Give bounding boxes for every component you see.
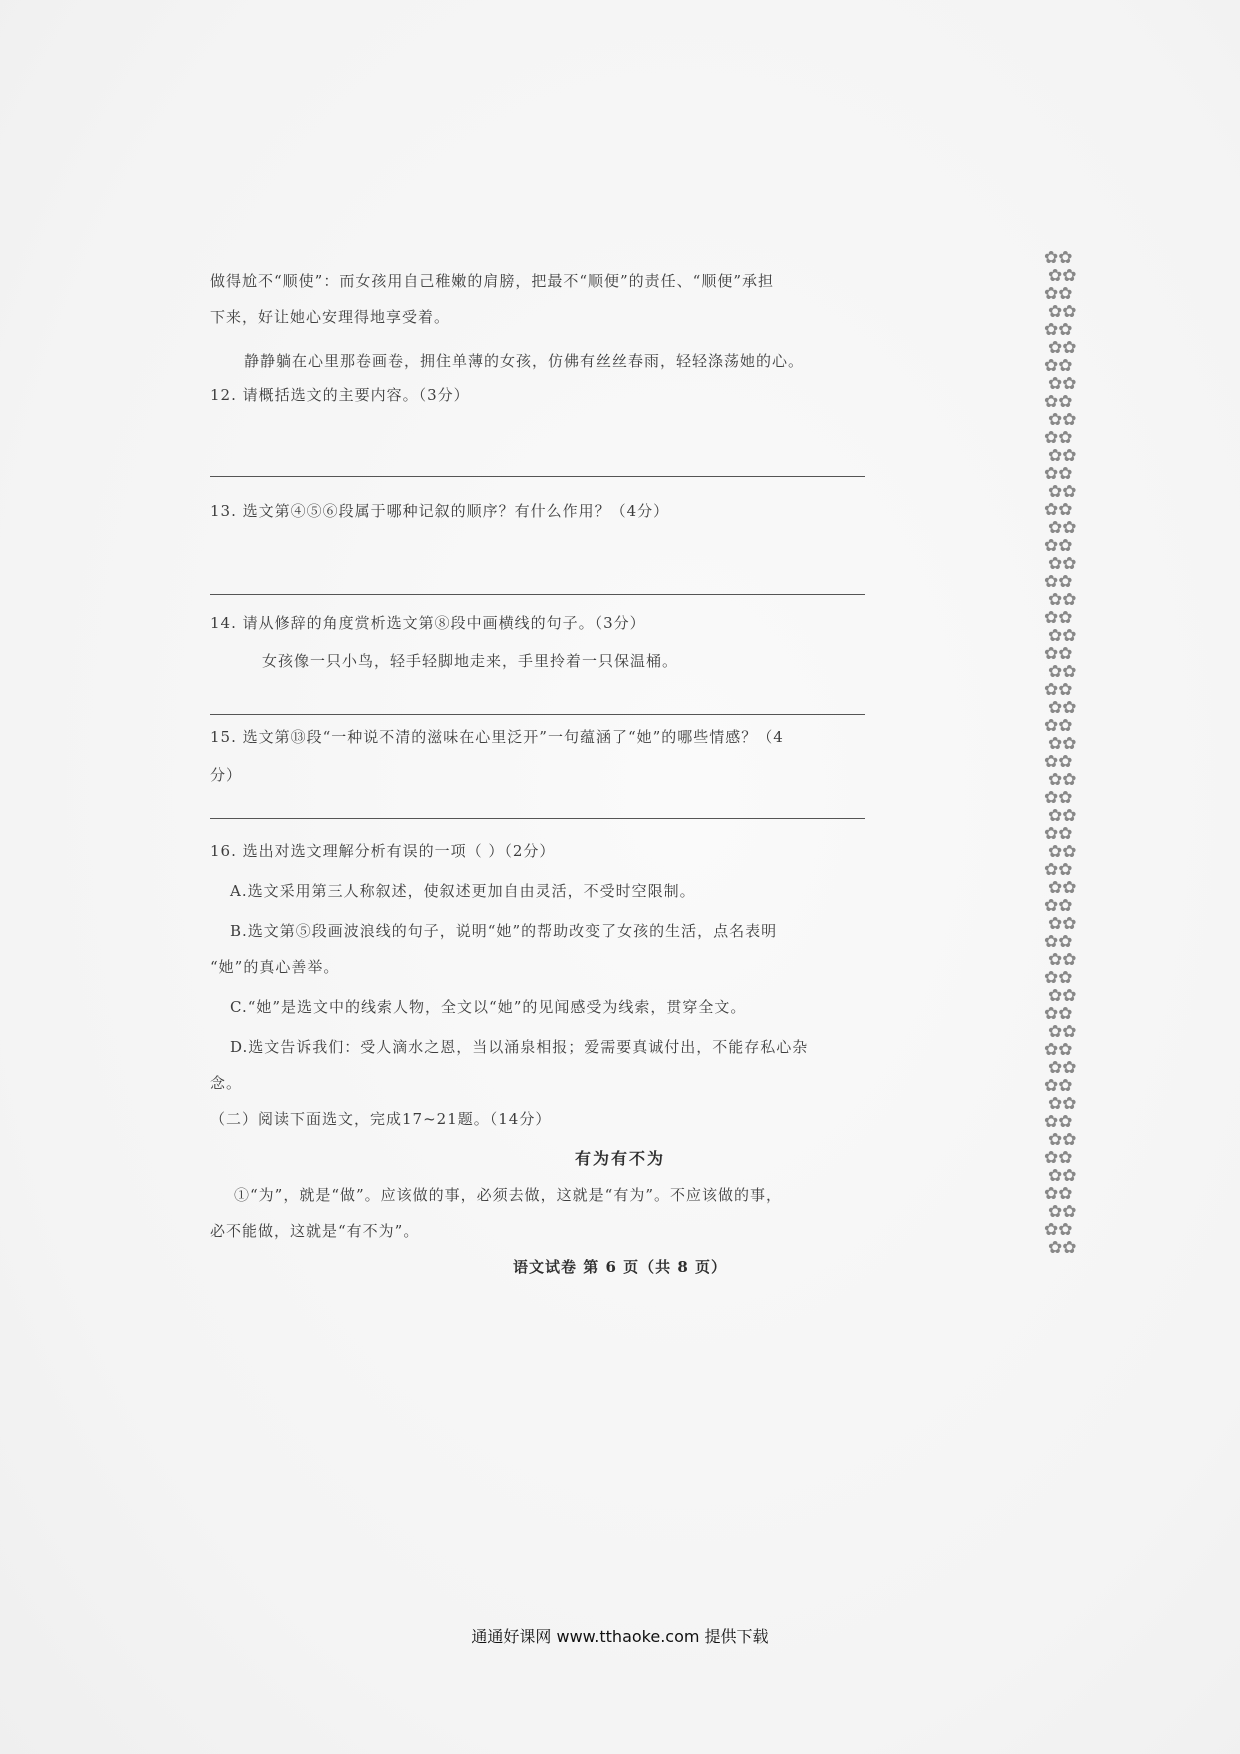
binding-flower-icon: ✿✿ [1048, 1202, 1077, 1222]
binding-flower-icon: ✿✿ [1048, 842, 1077, 862]
binding-flower-icon: ✿✿ [1048, 446, 1077, 466]
question-15-line-2: 分） [210, 766, 243, 784]
binding-flower-icon: ✿✿ [1044, 536, 1073, 556]
question-16: 16. 选出对选文理解分析有误的一项（ ）（2分） [210, 842, 556, 860]
binding-flower-icon: ✿✿ [1044, 716, 1073, 736]
binding-flower-icon: ✿✿ [1048, 374, 1077, 394]
answer-line-13 [210, 594, 865, 595]
question-12: 12. 请概括选文的主要内容。（3分） [210, 386, 470, 404]
binding-flower-icon: ✿✿ [1044, 932, 1073, 952]
option-b-line-2: “她”的真心善举。 [210, 958, 340, 976]
binding-flower-icon: ✿✿ [1048, 554, 1077, 574]
section-2-heading: （二）阅读下面选文，完成17~21题。（14分） [210, 1110, 552, 1128]
binding-flower-icon: ✿✿ [1044, 500, 1073, 520]
binding-flower-icon: ✿✿ [1048, 590, 1077, 610]
page-number: 语文试卷 第 6 页（共 8 页） [513, 1258, 727, 1276]
binding-flower-icon: ✿✿ [1044, 608, 1073, 628]
binding-flower-icon: ✿✿ [1048, 1022, 1077, 1042]
binding-flower-icon: ✿✿ [1044, 752, 1073, 772]
binding-flower-icon: ✿✿ [1044, 680, 1073, 700]
binding-flower-icon: ✿✿ [1048, 698, 1077, 718]
binding-flower-icon: ✿✿ [1044, 968, 1073, 988]
binding-flower-icon: ✿✿ [1048, 986, 1077, 1006]
binding-flower-icon: ✿✿ [1044, 356, 1073, 376]
binding-flower-icon: ✿✿ [1044, 1076, 1073, 1096]
binding-flower-icon: ✿✿ [1044, 1184, 1073, 1204]
binding-flower-icon: ✿✿ [1048, 1058, 1077, 1078]
binding-flower-icon: ✿✿ [1048, 950, 1077, 970]
binding-flower-icon: ✿✿ [1048, 626, 1077, 646]
question-14-quote: 女孩像一只小鸟，轻手轻脚地走来，手里拎着一只保温桶。 [262, 652, 679, 670]
binding-flower-icon: ✿✿ [1048, 770, 1077, 790]
binding-flower-icon: ✿✿ [1048, 1130, 1077, 1150]
binding-flower-icon: ✿✿ [1044, 1112, 1073, 1132]
option-a: A.选文采用第三人称叙述，使叙述更加自由灵活，不受时空限制。 [230, 882, 696, 900]
binding-flower-icon: ✿✿ [1048, 302, 1077, 322]
binding-margin-pattern [1044, 248, 1076, 1260]
binding-flower-icon: ✿✿ [1044, 464, 1073, 484]
option-d-line-2: 念。 [210, 1074, 243, 1092]
passage-line-1: 做得尬不“顺使”：而女孩用自己稚嫩的肩膀，把最不“顺便”的责任、“顺便”承担 [210, 272, 775, 290]
binding-flower-icon: ✿✿ [1044, 248, 1073, 268]
binding-flower-icon: ✿✿ [1044, 1220, 1073, 1240]
answer-line-15 [210, 818, 865, 819]
answer-line-12 [210, 476, 865, 477]
binding-flower-icon: ✿✿ [1044, 860, 1073, 880]
binding-flower-icon: ✿✿ [1048, 1166, 1077, 1186]
option-d-line-1: D.选文告诉我们：受人滴水之恩，当以涌泉相报；爱需要真诚付出，不能存私心杂 [230, 1038, 809, 1056]
article-title: 有为有不为 [574, 1149, 665, 1168]
binding-flower-icon: ✿✿ [1048, 518, 1077, 538]
binding-flower-icon: ✿✿ [1044, 320, 1073, 340]
binding-flower-icon: ✿✿ [1048, 662, 1077, 682]
question-15-line-1: 15. 选文第⑬段“一种说不清的滋味在心里泛开”一句蕴涵了“她”的哪些情感？（4 [210, 728, 784, 746]
binding-flower-icon: ✿✿ [1048, 1094, 1077, 1114]
article-para-1-line-1: ①“为”，就是“做”。应该做的事，必须去做，这就是“有为”。不应该做的事， [234, 1186, 783, 1204]
binding-flower-icon: ✿✿ [1048, 914, 1077, 934]
binding-flower-icon: ✿✿ [1048, 482, 1077, 502]
binding-flower-icon: ✿✿ [1044, 428, 1073, 448]
binding-flower-icon: ✿✿ [1048, 734, 1077, 754]
binding-flower-icon: ✿✿ [1044, 1040, 1073, 1060]
passage-line-3: 静静躺在心里那卷画卷，拥住单薄的女孩，仿佛有丝丝春雨，轻轻涤荡她的心。 [244, 352, 805, 370]
binding-flower-icon: ✿✿ [1044, 644, 1073, 664]
binding-flower-icon: ✿✿ [1044, 1004, 1073, 1024]
binding-flower-icon: ✿✿ [1048, 338, 1077, 358]
binding-flower-icon: ✿✿ [1044, 824, 1073, 844]
binding-flower-icon: ✿✿ [1048, 806, 1077, 826]
option-c: C.“她”是选文中的线索人物，全文以“她”的见闻感受为线索，贯穿全文。 [230, 998, 747, 1016]
footer-source: 通通好课网 www.tthaoke.com 提供下载 [471, 1627, 769, 1646]
binding-flower-icon: ✿✿ [1044, 1148, 1073, 1168]
binding-flower-icon: ✿✿ [1048, 1238, 1077, 1258]
option-b-line-1: B.选文第⑤段画波浪线的句子，说明“她”的帮助改变了女孩的生活，点名表明 [230, 922, 778, 940]
binding-flower-icon: ✿✿ [1044, 572, 1073, 592]
answer-line-14 [210, 714, 865, 715]
binding-flower-icon: ✿✿ [1048, 410, 1077, 430]
binding-flower-icon: ✿✿ [1044, 788, 1073, 808]
binding-flower-icon: ✿✿ [1044, 392, 1073, 412]
binding-flower-icon: ✿✿ [1048, 878, 1077, 898]
binding-flower-icon: ✿✿ [1048, 266, 1077, 286]
article-para-1-line-2: 必不能做，这就是“有不为”。 [210, 1222, 420, 1240]
question-13: 13. 选文第④⑤⑥段属于哪种记叙的顺序？有什么作用？（4分） [210, 502, 670, 520]
question-14: 14. 请从修辞的角度赏析选文第⑧段中画横线的句子。（3分） [210, 614, 646, 632]
passage-line-2: 下来，好让她心安理得地享受着。 [210, 308, 451, 326]
binding-flower-icon: ✿✿ [1044, 896, 1073, 916]
binding-flower-icon: ✿✿ [1044, 284, 1073, 304]
